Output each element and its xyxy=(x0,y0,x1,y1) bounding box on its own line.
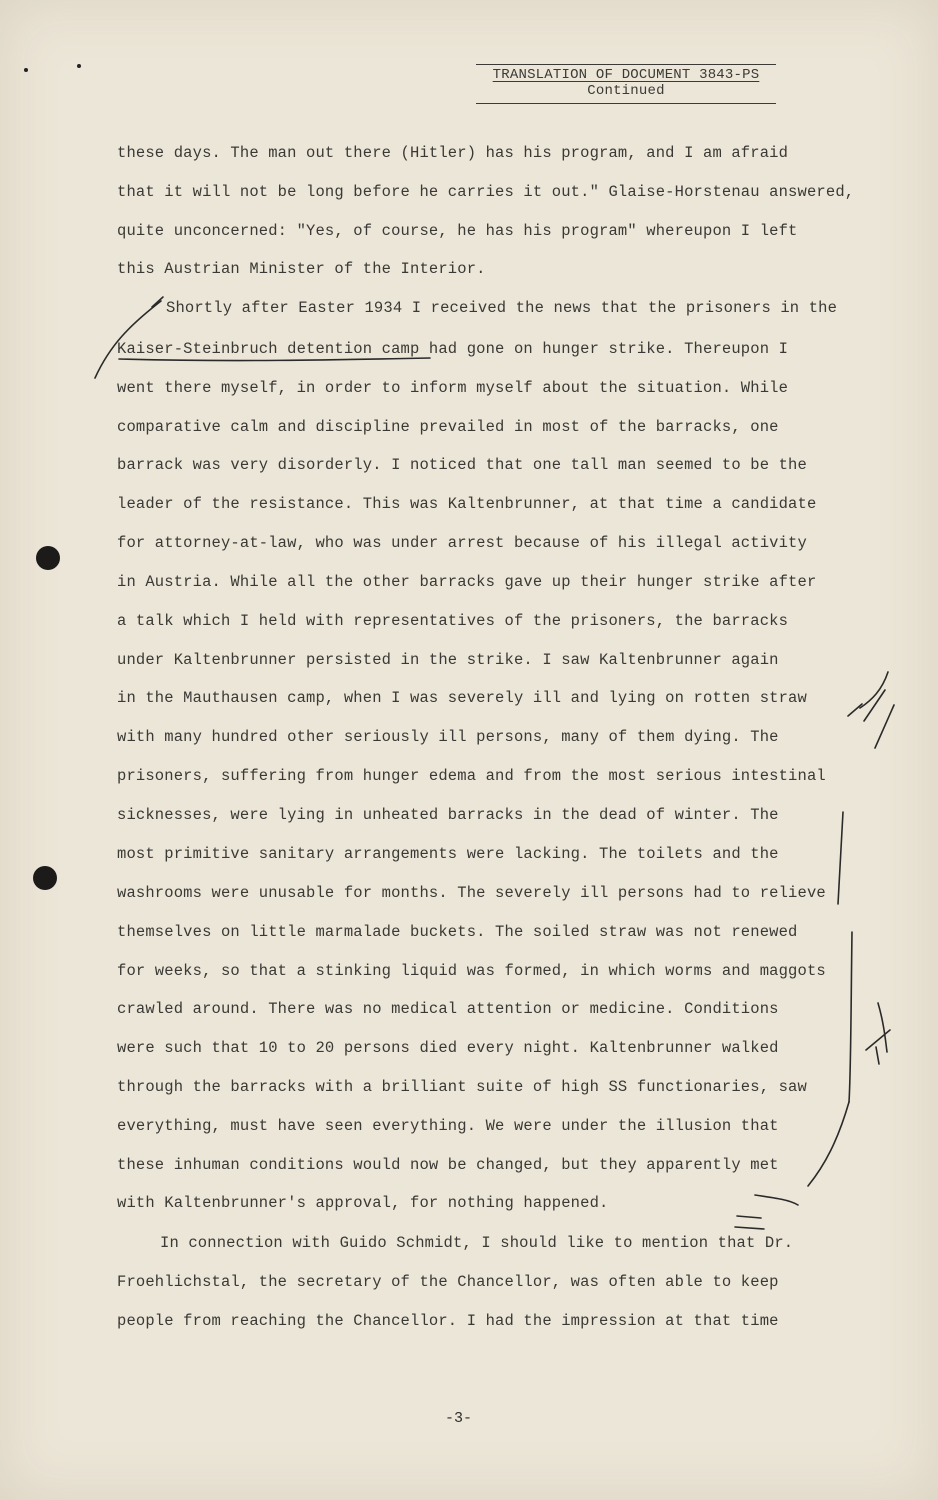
text-line: most primitive sanitary arrangements were lacking. The toilets and the xyxy=(117,845,779,863)
text-line: In connection with Guido Schmidt, I should like to mention that Dr. xyxy=(160,1234,794,1252)
document-title: TRANSLATION OF DOCUMENT 3843-PS xyxy=(476,64,776,83)
text-line: these days. The man out there (Hitler) has his program, and I am afraid xyxy=(117,144,789,162)
punch-hole-blot xyxy=(36,546,60,570)
text-line: people from reaching the Chancellor. I had the impression at that time xyxy=(117,1312,779,1330)
text-line: were such that 10 to 20 persons died every night. Kaltenbrunner walked xyxy=(117,1039,779,1057)
text-line: prisoners, suffering from hunger edema and from the most serious intestinal xyxy=(117,767,826,785)
text-line: with many hundred other seriously ill persons, many of them dying. The xyxy=(117,728,779,746)
text-line: Froehlichstal, the secretary of the Chancellor, was often able to keep xyxy=(117,1273,779,1291)
text-line: crawled around. There was no medical attention or medicine. Conditions xyxy=(117,1000,779,1018)
text-line: this Austrian Minister of the Interior. xyxy=(117,260,486,278)
text-line: a talk which I held with representatives of the prisoners, the barracks xyxy=(117,612,789,630)
text-line: themselves on little marmalade buckets. The soiled straw was not renewed xyxy=(117,923,798,941)
text-line: washrooms were unusable for months. The severely ill persons had to relieve xyxy=(117,884,826,902)
text-line: with Kaltenbrunner's approval, for nothing happened. xyxy=(117,1194,609,1212)
text-line: in the Mauthausen camp, when I was severely ill and lying on rotten straw xyxy=(117,689,807,707)
text-line: Shortly after Easter 1934 I received the news that the prisoners in the xyxy=(166,299,838,317)
punch-hole-blot xyxy=(33,866,57,890)
text-line: through the barracks with a brilliant suite of high SS functionaries, saw xyxy=(117,1078,807,1096)
ink-speck xyxy=(77,64,81,68)
text-line: that it will not be long before he carries it out." Glaise-Horstenau answered, xyxy=(117,183,855,201)
document-header xyxy=(476,64,776,104)
text-line: for attorney-at-law, who was under arrest because of his illegal activity xyxy=(117,534,807,552)
text-line: everything, must have seen everything. We were under the illusion that xyxy=(117,1117,779,1135)
text-line: went there myself, in order to inform myself about the situation. While xyxy=(117,379,789,397)
text-line: leader of the resistance. This was Kaltenbrunner, at that time a candidate xyxy=(117,495,817,513)
text-line: under Kaltenbrunner persisted in the strike. I saw Kaltenbrunner again xyxy=(117,651,779,669)
text-line: sicknesses, were lying in unheated barracks in the dead of winter. The xyxy=(117,806,779,824)
page-number: -3- xyxy=(445,1410,473,1427)
text-line: barrack was very disorderly. I noticed that one tall man seemed to be the xyxy=(117,456,807,474)
text-line: Kaiser-Steinbruch detention camp had gone on hunger strike. Thereupon I xyxy=(117,340,789,358)
text-line: in Austria. While all the other barracks gave up their hunger strike after xyxy=(117,573,817,591)
document-subtitle: Continued xyxy=(476,83,776,104)
text-line: these inhuman conditions would now be changed, but they apparently met xyxy=(117,1156,779,1174)
text-line: comparative calm and discipline prevailed in most of the barracks, one xyxy=(117,418,779,436)
text-line: for weeks, so that a stinking liquid was formed, in which worms and maggots xyxy=(117,962,826,980)
ink-speck xyxy=(24,68,28,72)
text-line: quite unconcerned: "Yes, of course, he has his program" whereupon I left xyxy=(117,222,798,240)
